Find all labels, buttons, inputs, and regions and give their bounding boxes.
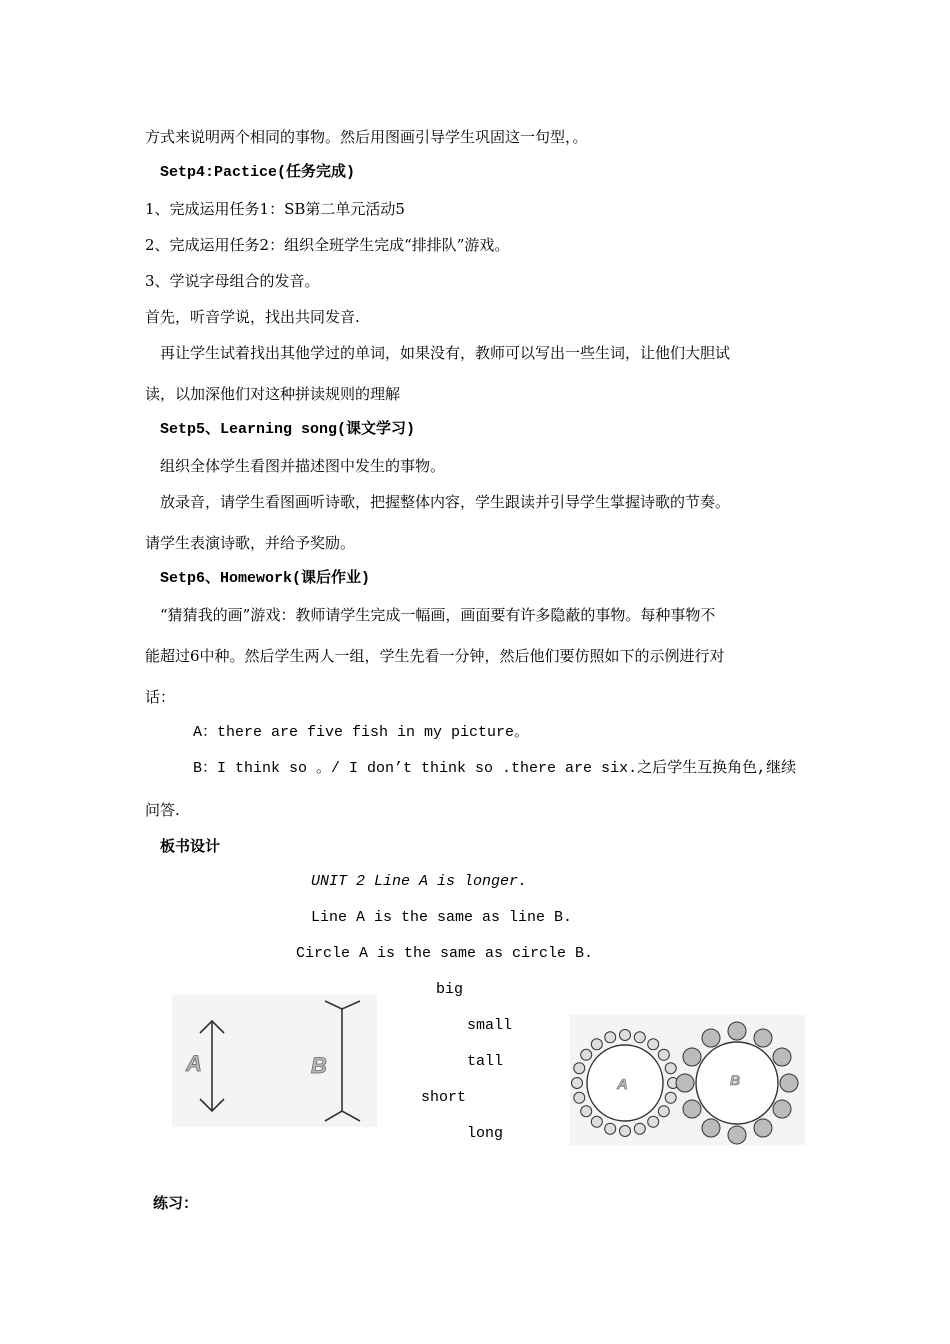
circle-a-label: A <box>617 1076 628 1093</box>
circle-a-small-surround <box>605 1032 616 1043</box>
board-word: short <box>421 1089 467 1106</box>
circle-b-large-surround <box>728 1022 746 1040</box>
line-a-label: A <box>186 1051 202 1076</box>
circle-b-label: B <box>730 1072 741 1088</box>
board-heading: 板书设计 <box>160 837 221 855</box>
task-item-1: 1、完成运用任务1：SB第二单元活动5 <box>145 200 405 218</box>
circle-a-small-surround <box>591 1116 602 1127</box>
step5-heading: Setp5、Learning song(课文学习) <box>160 421 416 438</box>
board-word: long <box>467 1125 504 1142</box>
circle-a-small-surround <box>581 1049 592 1060</box>
circle-a-small-surround <box>665 1063 676 1074</box>
circle-b-large-surround <box>754 1119 772 1137</box>
step6-heading: Setp6、Homework(课后作业) <box>160 570 371 587</box>
circle-b-large-surround <box>702 1119 720 1137</box>
task-item-3: 3、学说字母组合的发音。 <box>145 272 320 290</box>
circle-a-small-surround <box>634 1123 645 1134</box>
step4-heading: Setp4:Pactice(任务完成) <box>160 164 356 181</box>
circle-a-small-surround <box>648 1116 659 1127</box>
board-line: Circle A is the same as circle B. <box>296 945 594 962</box>
circle-b-large-surround <box>683 1100 701 1118</box>
circle-b-large-surround <box>728 1126 746 1144</box>
circle-a-small-surround <box>648 1039 659 1050</box>
dialog-line-b: B：I think so 。/ I don’t think so .there are six.之后学生互换角色,继续 <box>193 760 797 777</box>
board-word: tall <box>467 1053 504 1070</box>
paragraph-line: 首先，听音学说，找出共同发音. <box>145 308 360 326</box>
circle-b-large-surround <box>754 1029 772 1047</box>
circle-comparison-figure <box>570 1015 805 1145</box>
circle-b-large-surround <box>780 1074 798 1092</box>
paragraph-line: 组织全体学生看图并描述图中发生的事物。 <box>160 457 446 475</box>
paragraph-line: 方式来说明两个相同的事物。然后用图画引导学生巩固这一句型，。 <box>145 128 588 146</box>
circle-a-small-surround <box>574 1063 585 1074</box>
paragraph-line: 请学生表演诗歌，并给予奖励。 <box>145 534 356 552</box>
circle-a-small-surround <box>574 1092 585 1103</box>
line-b-label: B <box>311 1053 327 1078</box>
circle-a-small-surround <box>620 1126 631 1137</box>
circle-a-small-surround <box>634 1032 645 1043</box>
circle-b-large-surround <box>683 1048 701 1066</box>
circle-a-small-surround <box>581 1106 592 1117</box>
circle-b-large-surround <box>773 1048 791 1066</box>
circle-a-small-surround <box>591 1039 602 1050</box>
dialog-line-a: A：there are five fish in my picture。 <box>193 724 530 741</box>
exercise-heading: 练习： <box>153 1194 199 1212</box>
board-title: UNIT 2 Line A is longer. <box>311 873 528 890</box>
paragraph-line: 放录音，请学生看图画听诗歌，把握整体内容，学生跟读并引导学生掌握诗歌的节奏。 <box>160 493 731 511</box>
board-line: Line A is the same as line B. <box>311 909 573 926</box>
board-word: small <box>467 1017 513 1034</box>
circle-a-small-surround <box>605 1123 616 1134</box>
line-comparison-figure <box>172 995 377 1127</box>
paragraph-line: 再让学生试着找出其他学过的单词，如果没有，教师可以写出一些生词，让他们大胆试 <box>160 344 731 362</box>
circle-a-small-surround <box>665 1092 676 1103</box>
circle-a-small-surround <box>658 1049 669 1060</box>
paragraph-line: 能超过6中种。然后学生两人一组，学生先看一分钟，然后他们要仿照如下的示例进行对 <box>145 647 725 665</box>
board-word: big <box>436 981 464 998</box>
paragraph-line: 话： <box>145 688 176 706</box>
circle-b-large-surround <box>676 1074 694 1092</box>
task-item-2: 2、完成运用任务2：组织全班学生完成“排排队”游戏。 <box>145 236 510 254</box>
circle-b-large-surround <box>773 1100 791 1118</box>
circle-a-small-surround <box>658 1106 669 1117</box>
paragraph-line: “猜猜我的画”游戏：教师请学生完成一幅画，画面要有许多隐蔽的事物。每种事物不 <box>160 606 716 624</box>
circle-b-large-surround <box>702 1029 720 1047</box>
circle-a-small-surround <box>620 1030 631 1041</box>
paragraph-line: 读，以加深他们对这种拼读规则的理解 <box>145 385 401 403</box>
paragraph-line: 问答. <box>145 801 180 819</box>
circle-a-small-surround <box>572 1078 583 1089</box>
